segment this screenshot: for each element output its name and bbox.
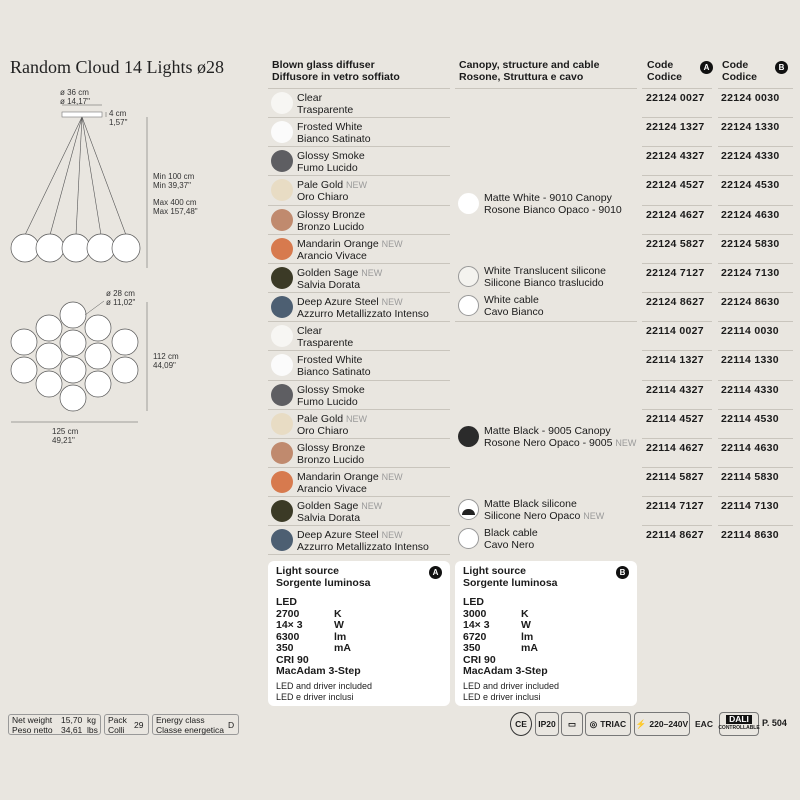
code-b: 22114 4630 (721, 442, 779, 454)
badge-a: A (700, 61, 713, 74)
code-b: 22124 1330 (721, 121, 780, 133)
glass-swatch-icon (271, 529, 293, 551)
max-length-label: Max 400 cm Max 157,48" (153, 198, 198, 216)
row-divider (642, 117, 712, 118)
spec-line: 14× 3 W (276, 619, 344, 631)
row-divider (268, 380, 450, 381)
row-divider (718, 350, 793, 351)
code-a: 22114 5827 (646, 471, 704, 483)
row-divider (642, 350, 712, 351)
code-b: 22114 0030 (721, 325, 779, 337)
driver-icon: ▭ (561, 712, 583, 736)
code-b: 22114 8630 (721, 529, 779, 541)
page-ref: P. 504 (762, 718, 787, 728)
black-silicone-icon (458, 499, 479, 520)
white-canopy-icon (458, 193, 479, 214)
row-divider (718, 146, 793, 147)
spec-line: 350 mA (276, 642, 351, 654)
spec-line: 3000 K (463, 607, 529, 620)
row-divider (268, 350, 450, 351)
row-divider (268, 146, 450, 147)
product-title: Random Cloud 14 Lights ø28 (10, 57, 225, 77)
code-a: 22124 4627 (646, 209, 705, 221)
glass-swatch-icon (271, 238, 293, 260)
row-divider (718, 496, 793, 497)
glass-swatch-icon (271, 296, 293, 318)
dali-icon: DALI CONTROLLABLE (719, 712, 759, 736)
glass-swatch-icon (271, 325, 293, 347)
row-divider (268, 554, 450, 555)
spec-line: 2700 K (276, 607, 342, 620)
energy-class-box: Energy class Classe energetica D (152, 714, 239, 735)
row-divider (268, 263, 450, 264)
code-a: 22114 4527 (646, 413, 704, 425)
spec-line: CRI 90 (276, 653, 309, 666)
finish-label: Golden Sage NEW Salvia Dorata (297, 500, 383, 524)
row-divider (642, 380, 712, 381)
white-silicone-icon (458, 266, 479, 287)
code-b: 22124 0030 (721, 92, 780, 104)
code-a: 22124 0027 (646, 92, 705, 104)
row-divider (268, 525, 450, 526)
row-divider (642, 292, 712, 293)
header-code-a: Code Codice (647, 59, 683, 83)
code-b: 22124 7130 (721, 267, 780, 279)
spec-line: LED (276, 596, 297, 608)
finish-label: Pale Gold NEW Oro Chiaro (297, 413, 368, 437)
row-divider (642, 234, 712, 235)
min-length-label: Min 100 cm Min 39,37" (153, 172, 195, 190)
code-b: 22114 1330 (721, 354, 779, 366)
finish-label: Glossy Bronze Bronzo Lucido (297, 209, 366, 233)
row-divider (268, 292, 450, 293)
row-divider (718, 321, 793, 322)
header-canopy: Canopy, structure and cable Rosone, Struttura e cavo (459, 59, 600, 83)
finish-label: Clear Trasparente (297, 325, 354, 349)
code-a: 22124 7127 (646, 267, 705, 279)
glass-swatch-icon (271, 267, 293, 289)
height-label: 112 cm 44,09" (153, 352, 179, 370)
finish-label: Frosted White Bianco Satinato (297, 354, 371, 378)
finish-label: Deep Azure Steel NEW Azzurro Metallizzato Intenso (297, 296, 429, 320)
finish-label: Mandarin Orange NEW Arancio Vivace (297, 471, 403, 495)
header-diffuser: Blown glass diffuser Diffusore in vetro soffiato (272, 59, 400, 83)
light-source-a: Light source Sorgente luminosa A LED 2700 K 14× 3 W 6300 lm 350 mA CRI 90 MacAdam 3-Step LED and driver included LED e driver inclusi (268, 561, 450, 706)
code-a: 22124 4527 (646, 179, 705, 191)
finish-label: Clear Trasparente (297, 92, 354, 116)
code-a: 22124 8627 (646, 296, 705, 308)
code-b: 22124 4330 (721, 150, 780, 162)
code-a: 22124 5827 (646, 238, 705, 250)
code-a: 22114 4627 (646, 442, 704, 454)
spec-line: 14× 3 W (463, 619, 531, 631)
row-divider (718, 234, 793, 235)
row-divider (268, 467, 450, 468)
glass-swatch-icon (271, 354, 293, 376)
row-divider (268, 234, 450, 235)
row-divider (642, 496, 712, 497)
row-divider (642, 263, 712, 264)
row-divider (268, 438, 450, 439)
code-a: 22114 4327 (646, 384, 704, 396)
code-b: 22124 4530 (721, 179, 780, 191)
code-b: 22114 4530 (721, 413, 779, 425)
black-cable-icon (458, 528, 479, 549)
code-a: 22114 0027 (646, 325, 704, 337)
row-divider (718, 175, 793, 176)
row-divider (718, 409, 793, 410)
net-weight-box: Net weight 15,70 kg Peso netto 34,61 lbs (8, 714, 101, 735)
row-divider (268, 409, 450, 410)
spec-line: 6720 lm (463, 630, 534, 643)
finish-label: Glossy Smoke Fumo Lucido (297, 150, 365, 174)
row-divider (268, 175, 450, 176)
width-label: 125 cm 49,21" (52, 427, 79, 445)
code-b: 22114 5830 (721, 471, 779, 483)
row-divider (642, 146, 712, 147)
row-divider (642, 88, 712, 89)
row-divider (642, 525, 712, 526)
row-divider (268, 117, 450, 118)
code-a: 22114 1327 (646, 354, 704, 366)
spec-line: CRI 90 (463, 653, 496, 666)
row-divider (718, 88, 793, 89)
row-divider (718, 438, 793, 439)
row-divider (455, 88, 637, 89)
voltage-icon: ⚡ 220–240V (634, 712, 690, 736)
code-a: 22124 4327 (646, 150, 705, 162)
spec-line: LED (463, 596, 484, 608)
ce-icon: CE (510, 712, 532, 736)
canopy-diameter-label: ø 36 cm ø 14,17" (60, 88, 90, 106)
row-divider (642, 205, 712, 206)
row-divider (718, 117, 793, 118)
canopy-height-label: 4 cm 1,57" (109, 109, 128, 127)
pack-box: Pack Colli 29 (104, 714, 149, 735)
row-divider (718, 292, 793, 293)
finish-label: Glossy Smoke Fumo Lucido (297, 384, 365, 408)
finish-label: Golden Sage NEW Salvia Dorata (297, 267, 383, 291)
glass-swatch-icon (271, 121, 293, 143)
row-divider (718, 380, 793, 381)
code-a: 22114 7127 (646, 500, 704, 512)
row-divider (268, 321, 450, 322)
row-divider (268, 205, 450, 206)
finish-label: Glossy Bronze Bronzo Lucido (297, 442, 366, 466)
glass-swatch-icon (271, 179, 293, 201)
code-b: 22114 4330 (721, 384, 779, 396)
triac-icon: ◎ TRIAC (585, 712, 631, 736)
row-divider (718, 525, 793, 526)
header-code-b: Code Codice (722, 59, 758, 83)
eac-icon: EAC (695, 719, 713, 729)
row-divider (718, 467, 793, 468)
glass-swatch-icon (271, 92, 293, 114)
ip20-icon: IP20 (535, 712, 559, 736)
glass-swatch-icon (271, 413, 293, 435)
white-cable-icon (458, 295, 479, 316)
code-a: 22124 1327 (646, 121, 705, 133)
row-divider (642, 467, 712, 468)
spec-line: MacAdam 3-Step (463, 665, 548, 677)
spec-line: 350 mA (463, 642, 538, 654)
row-divider (642, 409, 712, 410)
row-divider (268, 88, 450, 89)
code-b: 22114 7130 (721, 500, 779, 512)
glass-swatch-icon (271, 471, 293, 493)
black-canopy-icon (458, 426, 479, 447)
row-divider (642, 321, 712, 322)
badge-b: B (616, 566, 629, 579)
row-divider (718, 205, 793, 206)
spec-line: MacAdam 3-Step (276, 665, 361, 677)
spec-line: 6300 lm (276, 630, 347, 643)
sphere-diameter-label: ø 28 cm ø 11,02" (106, 289, 136, 307)
finish-label: Deep Azure Steel NEW Azzurro Metallizzato Intenso (297, 529, 429, 553)
light-source-b: Light source Sorgente luminosa B LED 3000 K 14× 3 W 6720 lm 350 mA CRI 90 MacAdam 3-Step LED and driver included LED e driver inclusi (455, 561, 637, 706)
row-divider (718, 263, 793, 264)
finish-label: Frosted White Bianco Satinato (297, 121, 371, 145)
glass-swatch-icon (271, 384, 293, 406)
code-a: 22114 8627 (646, 529, 704, 541)
code-b: 22124 5830 (721, 238, 780, 250)
row-divider (642, 438, 712, 439)
glass-swatch-icon (271, 500, 293, 522)
row-divider (642, 175, 712, 176)
row-divider (455, 321, 637, 322)
code-b: 22124 4630 (721, 209, 780, 221)
glass-swatch-icon (271, 442, 293, 464)
code-b: 22124 8630 (721, 296, 780, 308)
row-divider (268, 496, 450, 497)
badge-b: B (775, 61, 788, 74)
finish-label: Mandarin Orange NEW Arancio Vivace (297, 238, 403, 262)
badge-a: A (429, 566, 442, 579)
glass-swatch-icon (271, 209, 293, 231)
glass-swatch-icon (271, 150, 293, 172)
finish-label: Pale Gold NEW Oro Chiaro (297, 179, 368, 203)
product-drawing (0, 85, 270, 435)
